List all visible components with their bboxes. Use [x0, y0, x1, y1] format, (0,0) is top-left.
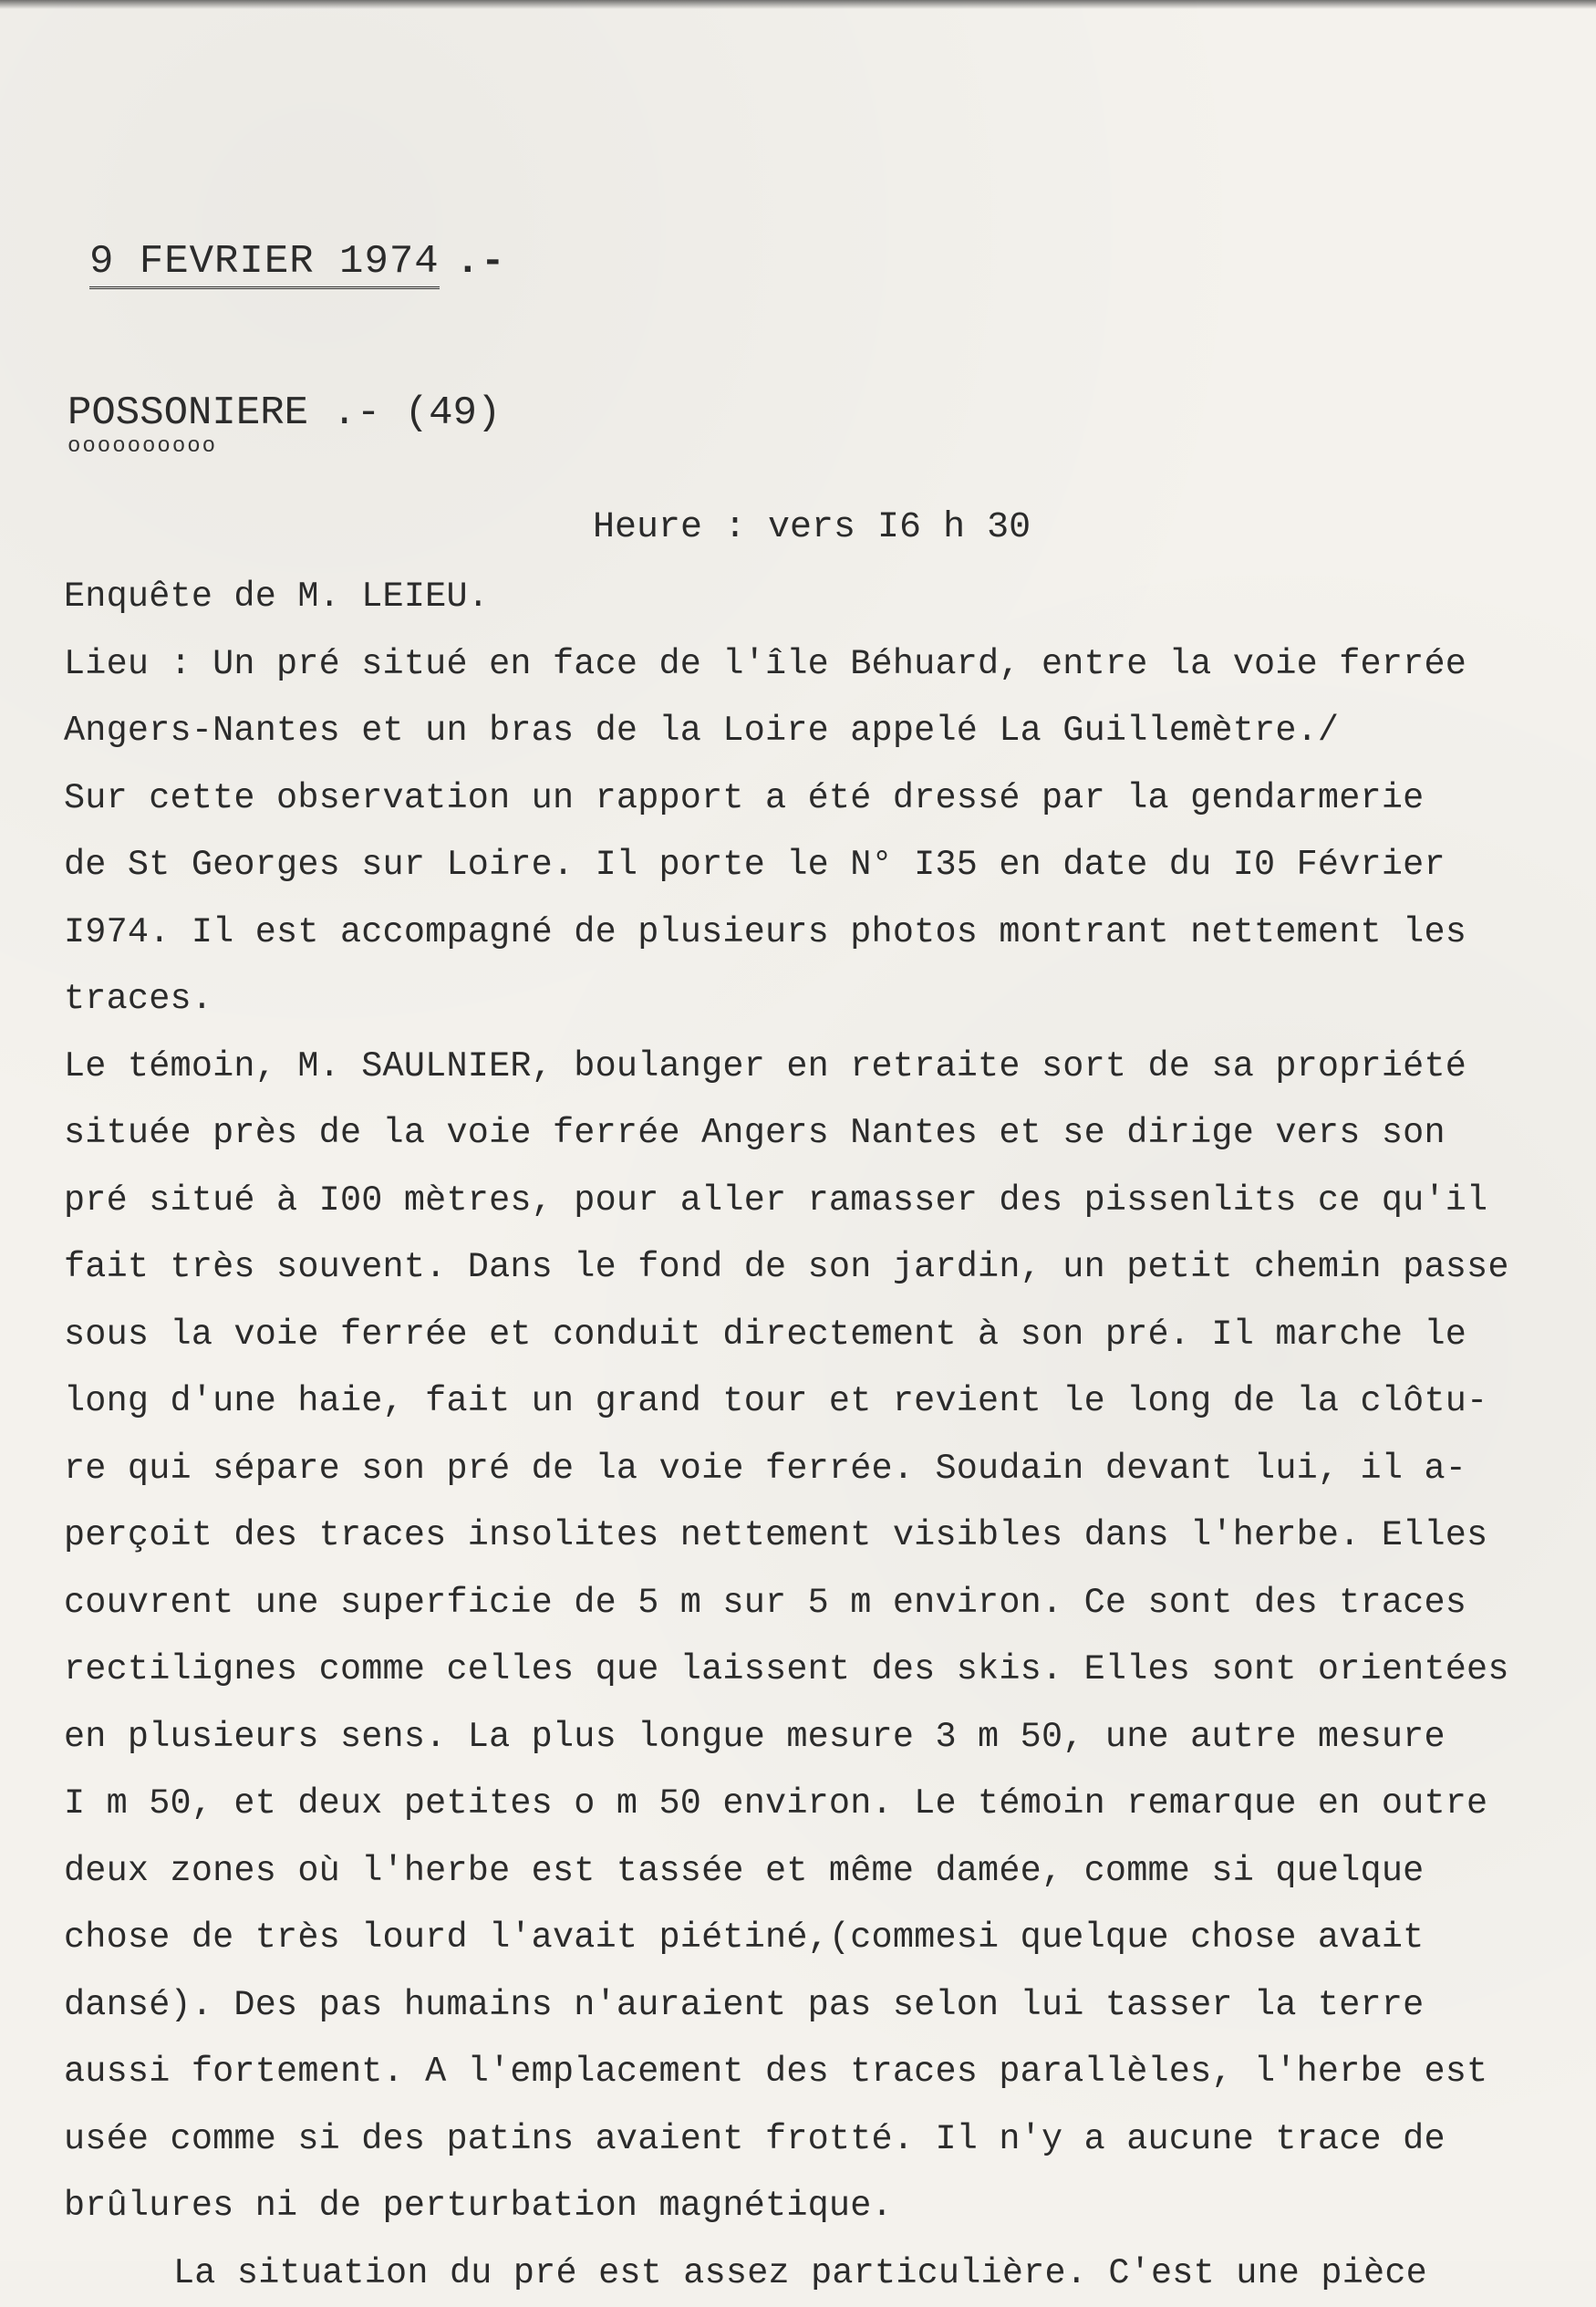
text-line: de St Georges sur Loire. Il porte le N° I35 en date du I0 Février	[64, 832, 1560, 899]
text-line: brûlures ni de perturbation magnétique.	[64, 2173, 1560, 2240]
text-line: usée comme si des patins avaient frotté. Il n'y a aucune trace de	[64, 2106, 1560, 2174]
text-line: rectilignes comme celles que laissent des skis. Elles sont orientées	[64, 1637, 1560, 1704]
text-line: située près de la voie ferrée Angers Nantes et se dirige vers son	[64, 1100, 1560, 1168]
date-suffix: .-	[456, 239, 506, 285]
report-body	[64, 564, 1560, 2307]
place-underline: oooooooooo	[67, 434, 217, 459]
text-line: Sur cette observation un rapport a été dressé par la gendarmerie	[64, 765, 1560, 833]
text-line: I m 50, et deux petites o m 50 environ. Le témoin remarque en outre	[64, 1771, 1560, 1838]
text-line: couvrent une superficie de 5 m sur 5 m environ. Ce sont des traces	[64, 1570, 1560, 1637]
text-line: en plusieurs sens. La plus longue mesure 3 m 50, une autre mesure	[64, 1704, 1560, 1772]
date-text: 9 FEVRIER 1974	[89, 239, 440, 289]
text-line: pré situé à I00 mètres, pour aller ramasser des pissenlits ce qu'il	[64, 1168, 1560, 1235]
text-line: re qui sépare son pré de la voie ferrée. Soudain devant lui, il a-	[64, 1436, 1560, 1503]
text-line: perçoit des traces insolites nettement visibles dans l'herbe. Elles	[64, 1502, 1560, 1570]
page-top-edge	[0, 0, 1596, 9]
text-line: Lieu : Un pré situé en face de l'île Béhuard, entre la voie ferrée	[64, 631, 1560, 699]
text-line: fait très souvent. Dans le fond de son jardin, un petit chemin passe	[64, 1234, 1560, 1302]
text-line: Enquête de M. LEIEU.	[64, 564, 1560, 631]
text-line: dansé). Des pas humains n'auraient pas selon lui tasser la terre	[64, 1972, 1560, 2040]
text-line: deux zones où l'herbe est tassée et même damée, comme si quelque	[64, 1838, 1560, 1906]
text-line: chose de très lourd l'avait piétiné,(commesi quelque chose avait	[64, 1905, 1560, 1972]
document-date	[89, 239, 505, 285]
time-line: Heure : vers I6 h 30	[593, 507, 1031, 548]
text-line: traces.	[64, 966, 1560, 1034]
text-line: aussi fortement. A l'emplacement des traces parallèles, l'herbe est	[64, 2039, 1560, 2106]
text-line: La situation du pré est assez particulière. C'est une pièce	[64, 2240, 1560, 2307]
text-line: sous la voie ferrée et conduit directement à son pré. Il marche le	[64, 1302, 1560, 1369]
text-line: Angers-Nantes et un bras de la Loire appelé La Guillemètre./	[64, 698, 1560, 765]
text-line: long d'une haie, fait un grand tour et revient le long de la clôtu-	[64, 1368, 1560, 1436]
text-line: Le témoin, M. SAULNIER, boulanger en retraite sort de sa propriété	[64, 1034, 1560, 1101]
place-heading: POSSONIERE .- (49)	[67, 390, 501, 436]
text-line: I974. Il est accompagné de plusieurs photos montrant nettement les	[64, 899, 1560, 967]
